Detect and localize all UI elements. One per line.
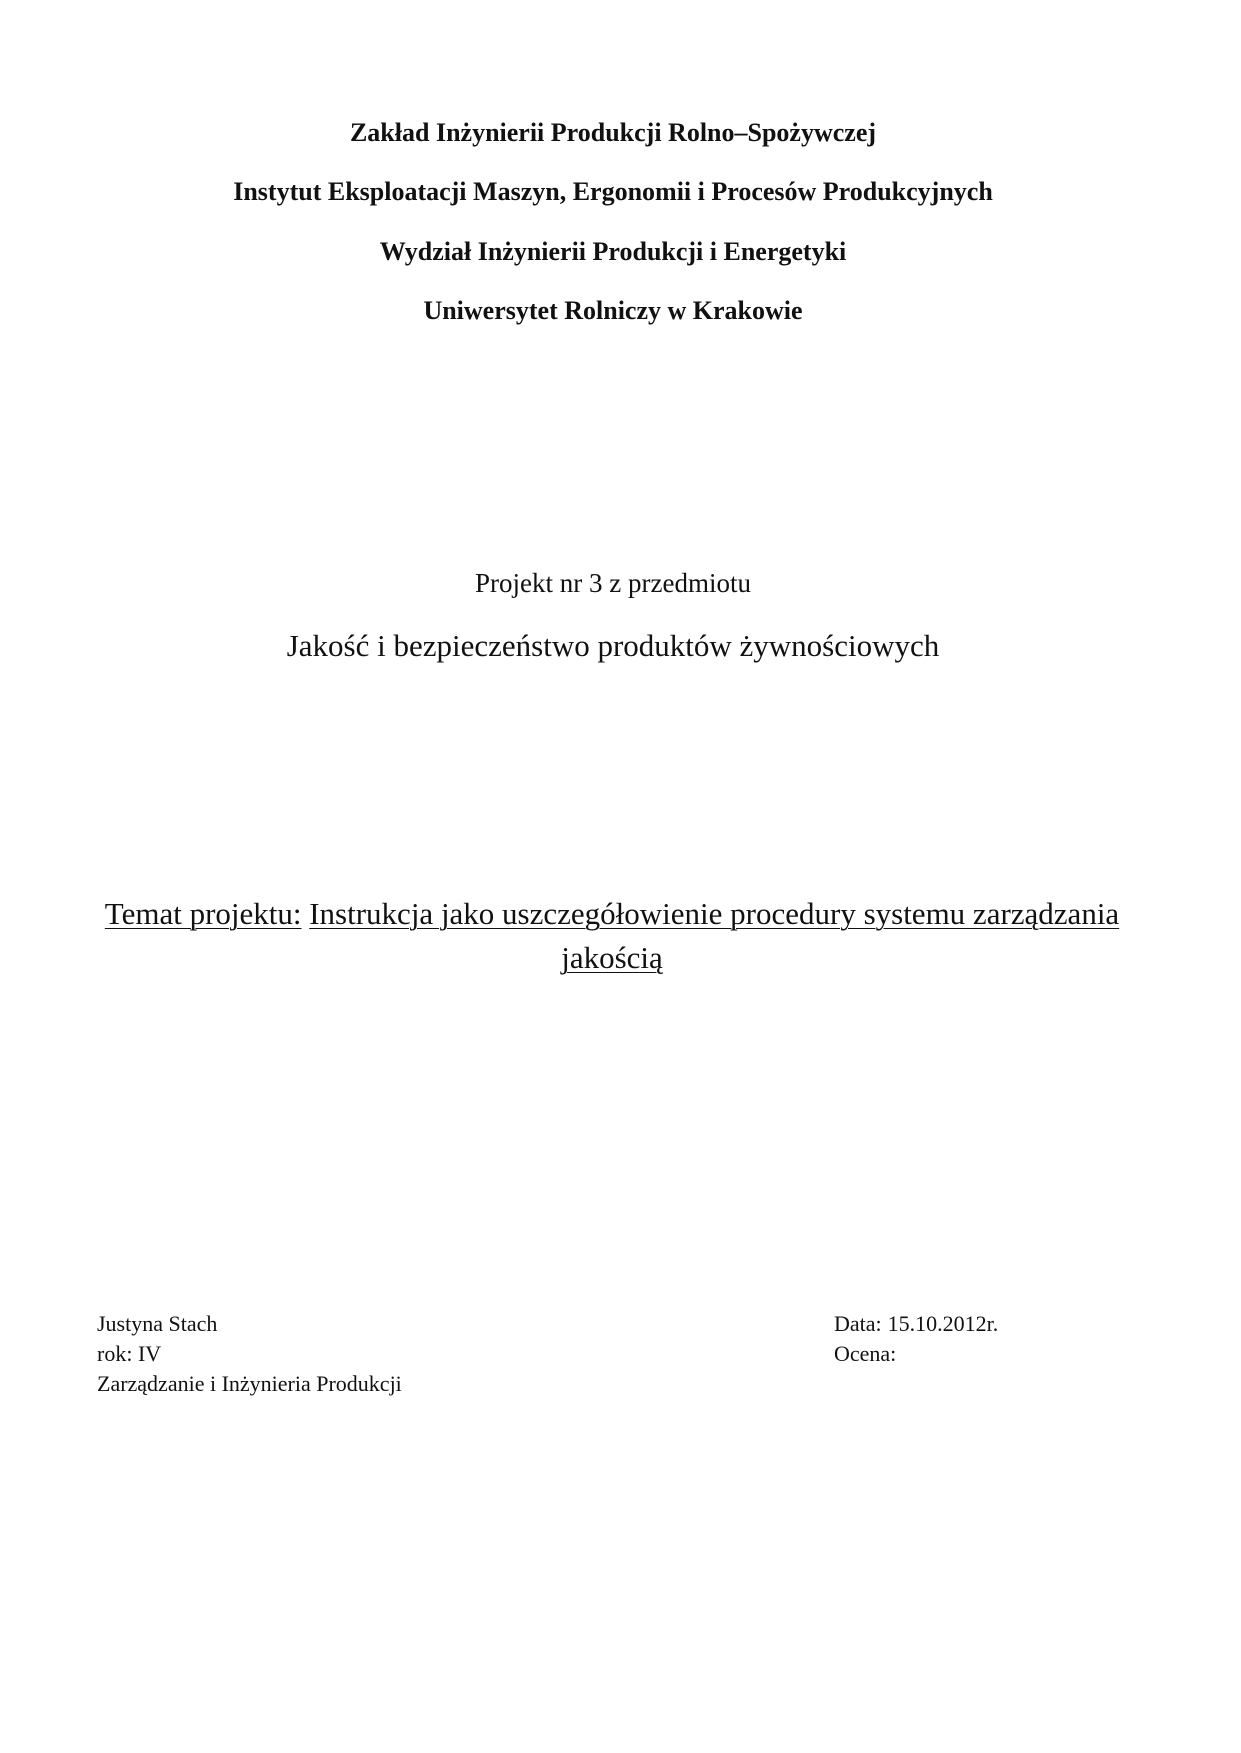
university-name: Uniwersytet Rolniczy w Krakowie — [423, 296, 803, 325]
faculty-name: Wydział Inżynierii Produkcji i Energetyki — [379, 237, 847, 266]
project-topic — [100, 892, 1124, 980]
topic-label: Temat projektu: — [104, 896, 302, 931]
date-label: Data: — [834, 1311, 882, 1336]
topic-text: Instrukcja jako uszczegółowienie procedury systemu zarządzania jakością — [309, 896, 1120, 975]
date-value: 15.10.2012r. — [887, 1311, 999, 1336]
date-row — [834, 1309, 998, 1339]
grade-label: Ocena: — [834, 1341, 897, 1366]
study-year: rok: IV — [97, 1341, 162, 1366]
institute-name: Instytut Eksploatacji Maszyn, Ergonomii i Procesów Produkcyjnych — [233, 177, 993, 206]
field-of-study: Zarządzanie i Inżynieria Produkcji — [97, 1371, 402, 1396]
department-name: Zakład Inżynierii Produkcji Rolno–Spożywczej — [349, 118, 877, 147]
author-info — [97, 1309, 402, 1399]
project-number-line: Projekt nr 3 z przedmiotu — [475, 568, 751, 598]
author-name: Justyna Stach — [97, 1311, 218, 1336]
course-subject: Jakość i bezpieczeństwo produktów żywnościowych — [286, 628, 940, 663]
submission-details — [834, 1309, 998, 1369]
grade-row — [834, 1339, 998, 1369]
